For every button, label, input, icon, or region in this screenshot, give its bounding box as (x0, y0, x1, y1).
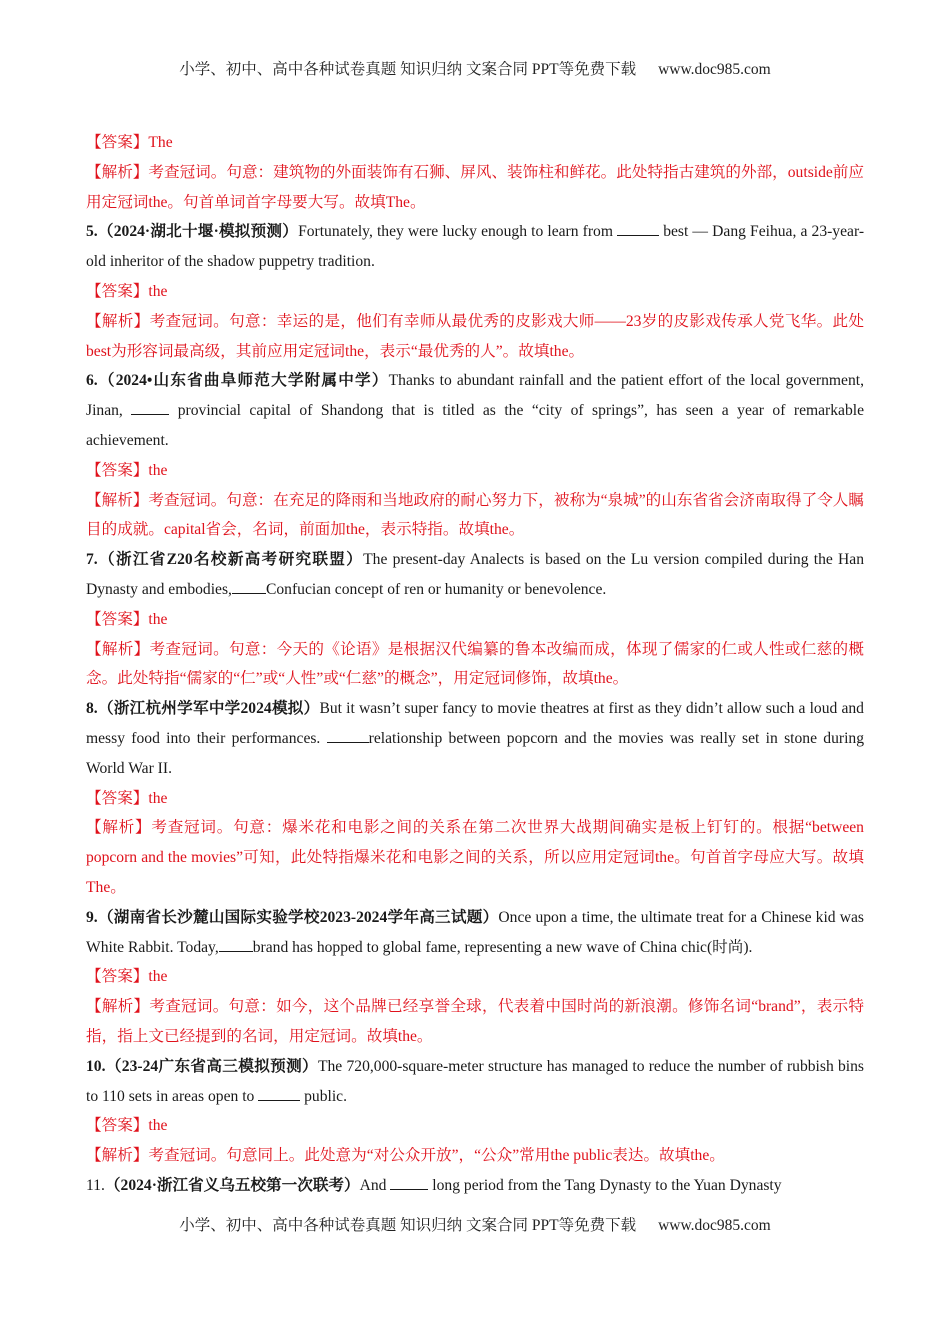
answer-line (86, 128, 864, 158)
document-body (86, 128, 864, 1201)
analysis-tag: 【解析】 (86, 491, 149, 509)
question-text-before: But it wasn’t super fancy to movie theatres at first as they didn’t allow such a loud and messy food into their performances. (86, 700, 864, 747)
answer-line (86, 456, 864, 486)
answer-blank (219, 935, 253, 952)
question-6 (86, 366, 864, 455)
analysis-text: 考查冠词。句意：爆米花和电影之间的关系在第二次世界大战期间确实是板上钉钉的。根据“between popcorn and the movies”可知，此处特指爆米花和电影之间的关系，所以应用定冠词the。句首首字母应大写。故填The。 (86, 819, 864, 896)
footer-text: 小学、初中、高中各种试卷真题 知识归纳 文案合同 PPT等免费下载 (179, 1217, 637, 1234)
analysis-line (86, 307, 864, 367)
question-text-before: And (359, 1176, 391, 1194)
question-9 (86, 903, 864, 963)
analysis-tag: 【解析】 (86, 640, 150, 658)
question-source: （2024·湖北十堰·模拟预测） (97, 223, 299, 241)
question-source: （湖南省长沙麓山国际实验学校2023-2024学年高三试题） (97, 908, 499, 926)
question-10 (86, 1052, 864, 1112)
question-11 (86, 1171, 864, 1201)
answer-tag: 【答案】 (86, 1117, 149, 1135)
answer-tag: 【答案】 (86, 789, 149, 807)
answer-tag: 【答案】 (86, 461, 149, 479)
answer-tag: 【答案】 (86, 134, 149, 151)
answer-line (86, 1111, 864, 1141)
analysis-text: 考查冠词。句意：今天的《论语》是根据汉代编纂的鲁本改编而成，体现了儒家的仁或人性或仁慈的概念。此处特指“儒家的“仁”或“人性”或“仁慈”的概念”，用定冠词修饰，故填the。 (86, 640, 864, 688)
answer-blank (617, 219, 659, 236)
answer-line (86, 962, 864, 992)
question-number: 11. (86, 1176, 105, 1194)
header-url[interactable]: www.doc985.com (658, 61, 771, 78)
header-text: 小学、初中、高中各种试卷真题 知识归纳 文案合同 PPT等免费下载 (179, 61, 637, 78)
footer-url[interactable]: www.doc985.com (658, 1217, 771, 1234)
answer-blank (327, 726, 369, 743)
answer-line (86, 605, 864, 635)
question-5 (86, 217, 864, 277)
question-number: 10. (86, 1057, 106, 1075)
question-text-before: Thanks to abundant rainfall and the patient effort of the local government, Jinan, (86, 372, 864, 420)
analysis-line (86, 813, 864, 902)
analysis-text: 考查冠词。句意同上。此处意为“对公众开放”，“公众”常用the public表达。故填the。 (148, 1147, 725, 1165)
question-source: （2024·浙江省义乌五校第一次联考） (104, 1176, 360, 1194)
analysis-line (86, 992, 864, 1052)
answer-tag: 【答案】 (86, 968, 149, 986)
answer-blank (390, 1173, 428, 1190)
analysis-tag: 【解析】 (86, 312, 150, 330)
question-number: 5. (86, 223, 98, 241)
question-text-after: relationship between popcorn and the movies was really set in stone during World War II. (86, 729, 864, 777)
answer-text: the (148, 610, 168, 628)
question-number: 7. (86, 551, 98, 569)
question-number: 8. (86, 700, 98, 718)
question-source: （浙江杭州学军中学2024模拟） (97, 700, 320, 718)
answer-text: the (148, 968, 168, 986)
analysis-text: 考查冠词。句意：幸运的是，他们有幸师从最优秀的皮影戏大师——23岁的皮影戏传承人党飞华。此处best为形容词最高级，其前应用定冠词the，表示“最优秀的人”。故填the。 (86, 312, 864, 360)
question-text-before: Fortunately, they were lucky enough to learn from (298, 223, 618, 241)
question-text-after: best — Dang Feihua, a 23-year-old inheritor of the shadow puppetry tradition. (86, 223, 865, 271)
question-source: （23-24广东省高三模拟预测） (105, 1057, 318, 1075)
analysis-line (86, 1141, 864, 1171)
analysis-tag: 【解析】 (86, 1147, 149, 1165)
answer-text: the (148, 1117, 168, 1135)
question-source: （浙江省Z20名校新高考研究联盟） (97, 551, 364, 569)
answer-line (86, 277, 864, 307)
answer-text: the (148, 282, 168, 300)
question-text-after: long period from the Tang Dynasty to the Yuan Dynasty (428, 1176, 782, 1194)
analysis-line (86, 635, 864, 695)
answer-tag: 【答案】 (86, 282, 149, 300)
analysis-text: 考查冠词。句意：如今，这个品牌已经享誉全球，代表着中国时尚的新浪潮。修饰名词“brand”，表示特指，指上文已经提到的名词，用定冠词。故填the。 (86, 998, 864, 1045)
analysis-line (86, 486, 864, 546)
question-text-before: The present-day Analects is based on the Lu version compiled during the Han Dynasty and embodies, (86, 551, 864, 598)
question-number: 6. (86, 372, 98, 390)
answer-tag: 【答案】 (86, 610, 149, 628)
question-7 (86, 545, 864, 605)
analysis-text: 考查冠词。句意：建筑物的外面装饰有石狮、屏风、装饰柱和鲜花。此处特指古建筑的外部，outside前应用定冠词the。句首单词首字母要大写。故填The。 (86, 163, 864, 211)
question-number: 9. (86, 908, 98, 926)
answer-blank (232, 577, 266, 594)
analysis-tag: 【解析】 (86, 998, 150, 1016)
answer-text: the (148, 789, 168, 807)
question-text-after: Confucian concept of ren or humanity or benevolence. (265, 580, 607, 598)
analysis-line (86, 158, 864, 218)
answer-blank (131, 398, 169, 415)
question-text-after: provincial capital of Shandong that is titled as the “city of springs”, has seen a year of remarkable achievement. (86, 402, 865, 449)
answer-line (86, 784, 864, 814)
question-text-after: brand has hopped to global fame, representing a new wave of China chic(时尚). (252, 938, 753, 956)
question-text-before: Once upon a time, the ultimate treat for a Chinese kid was White Rabbit. Today, (86, 908, 864, 956)
analysis-text: 考查冠词。句意：在充足的降雨和当地政府的耐心努力下，被称为“泉城”的山东省省会济南取得了令人瞩目的成就。capital省会，名词，前面加the，表示特指。故填the。 (86, 491, 864, 539)
page-footer (0, 1213, 950, 1235)
page-header (0, 57, 950, 79)
question-8 (86, 694, 864, 783)
answer-blank (258, 1084, 300, 1101)
answer-text: the (148, 461, 168, 479)
analysis-tag: 【解析】 (86, 163, 149, 181)
question-text-after: public. (300, 1087, 347, 1105)
question-source: （2024•山东省曲阜师范大学附属中学） (97, 372, 389, 390)
question-text-before: The 720,000-square-meter structure has managed to reduce the number of rubbish bins to 110 sets in areas open to (86, 1057, 864, 1105)
analysis-tag: 【解析】 (86, 819, 152, 837)
answer-text: The (148, 134, 173, 151)
